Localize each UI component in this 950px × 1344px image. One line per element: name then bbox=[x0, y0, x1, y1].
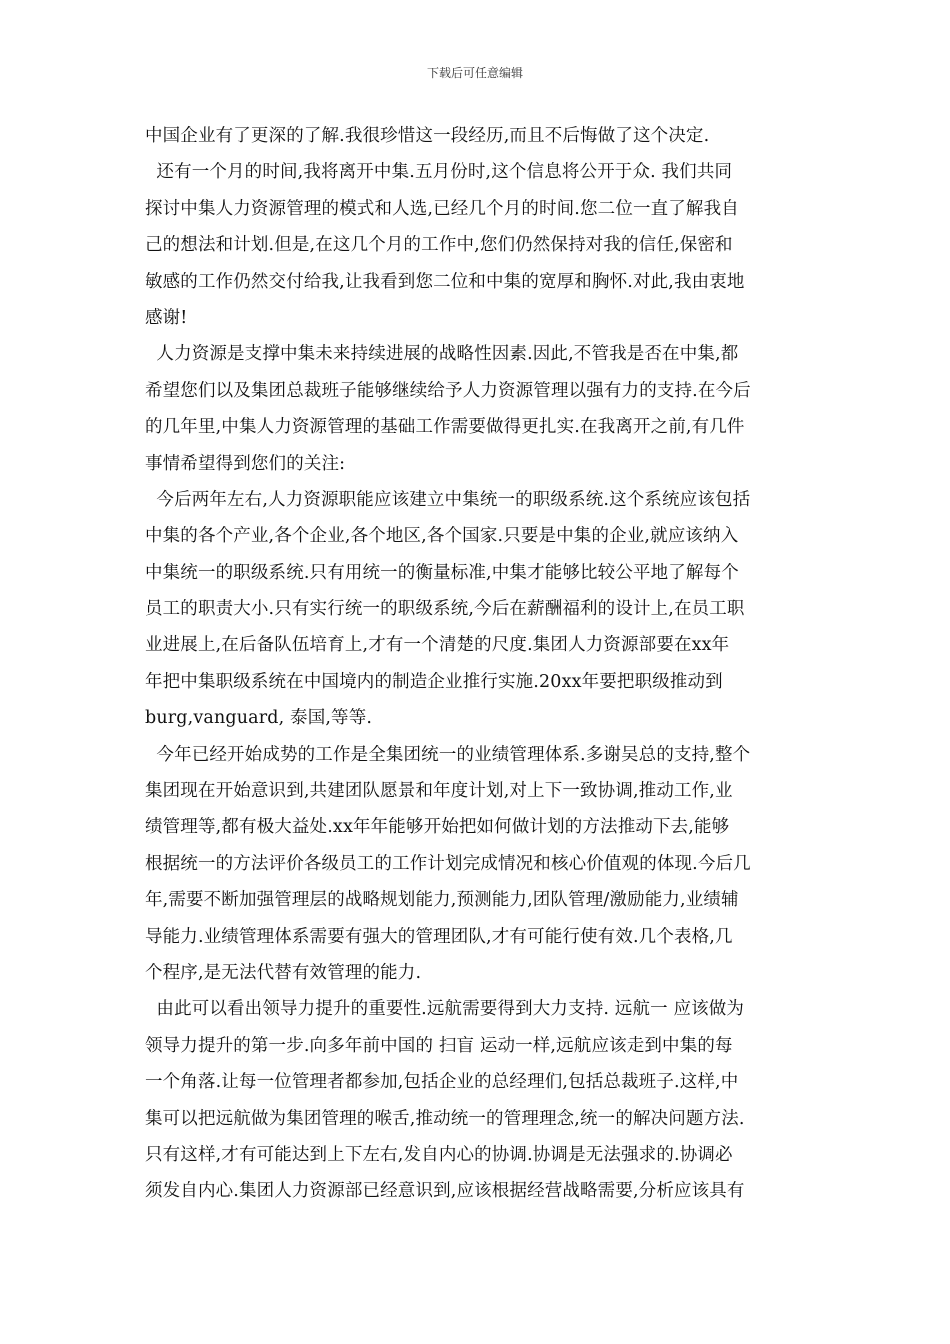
text-line: 还有一个月的时间,我将离开中集.五月份时,这个信息将公开于众. 我们共同 bbox=[145, 162, 733, 183]
text-line: 领导力提升的第一步.向多年前中国的 扫盲 运动一样,远航应该走到中集的每 bbox=[145, 1035, 733, 1056]
text-line: 集可以把远航做为集团管理的喉舌,推动统一的管理理念,统一的解决问题方法. bbox=[145, 1108, 745, 1129]
text-line: 中集统一的职级系统.只有用统一的衡量标准,中集才能够比较公平地了解每个 bbox=[145, 562, 739, 583]
text-line: 中集的各个产业,各个企业,各个地区,各个国家.只要是中集的企业,就应该纳入 bbox=[145, 526, 739, 547]
text-line: 人力资源是支撑中集未来持续进展的战略性因素.因此,不管我是否在中集,都 bbox=[145, 344, 739, 365]
text-line: 感谢! bbox=[145, 307, 188, 328]
text-line: 集团现在开始意识到,共建团队愿景和年度计划,对上下一致协调,推动工作,业 bbox=[145, 781, 733, 802]
page-header: 下载后可任意编辑 bbox=[426, 66, 523, 80]
text-line: 今后两年左右,人力资源职能应该建立中集统一的职级系统.这个系统应该包括 bbox=[145, 489, 751, 510]
text-line: 由此可以看出领导力提升的重要性.远航需要得到大力支持. 远航一 应该做为 bbox=[145, 999, 745, 1020]
text-line: 只有这样,才有可能达到上下左右,发自内心的协调.协调是无法强求的.协调必 bbox=[145, 1144, 733, 1165]
text-line: 的几年里,中集人力资源管理的基础工作需要做得更扎实.在我离开之前,有几件 bbox=[145, 417, 745, 438]
text-line: 业进展上,在后备队伍培育上,才有一个清楚的尺度.集团人力资源部要在xx年 bbox=[145, 635, 730, 656]
document-body bbox=[145, 118, 813, 1210]
text-line: burg,vanguard, 泰国,等等. bbox=[145, 708, 373, 729]
text-line: 事情希望得到您们的关注: bbox=[145, 453, 346, 474]
text-line: 根据统一的方法评价各级员工的工作计划完成情况和核心价值观的体现.今后几 bbox=[145, 853, 751, 874]
text-line: 个程序,是无法代替有效管理的能力. bbox=[145, 962, 422, 983]
text-line: 须发自内心.集团人力资源部已经意识到,应该根据经营战略需要,分析应该具有 bbox=[145, 1181, 745, 1202]
text-line: 导能力.业绩管理体系需要有强大的管理团队,才有可能行使有效.几个表格,几 bbox=[145, 926, 733, 947]
text-line: 绩管理等,都有极大益处.xx年年能够开始把如何做计划的方法推动下去,能够 bbox=[145, 817, 730, 838]
text-line: 中国企业有了更深的了解.我很珍惜这一段经历,而且不后悔做了这个决定. bbox=[145, 126, 710, 146]
text-line: 己的想法和计划.但是,在这几个月的工作中,您们仍然保持对我的信任,保密和 bbox=[145, 235, 733, 256]
text-line: 年,需要不断加强管理层的战略规划能力,预测能力,团队管理/激励能力,业绩辅 bbox=[145, 890, 739, 911]
text-line: 探讨中集人力资源管理的模式和人选,已经几个月的时间.您二位一直了解我自 bbox=[145, 198, 739, 219]
text-line: 希望您们以及集团总裁班子能够继续给予人力资源管理以强有力的支持.在今后 bbox=[145, 380, 751, 401]
text-line: 员工的职责大小.只有实行统一的职级系统,今后在薪酬福利的设计上,在员工职 bbox=[145, 599, 745, 620]
text-line: 一个角落.让每一位管理者都参加,包括企业的总经理们,包括总裁班子.这样,中 bbox=[145, 1072, 739, 1093]
text-line: 今年已经开始成势的工作是全集团统一的业绩管理体系.多谢吴总的支持,整个 bbox=[145, 744, 751, 765]
text-line: 敏感的工作仍然交付给我,让我看到您二位和中集的宽厚和胸怀.对此,我由衷地 bbox=[145, 271, 745, 292]
text-line: 年把中集职级系统在中国境内的制造企业推行实施.20xx年要把职级推动到 bbox=[145, 671, 723, 692]
